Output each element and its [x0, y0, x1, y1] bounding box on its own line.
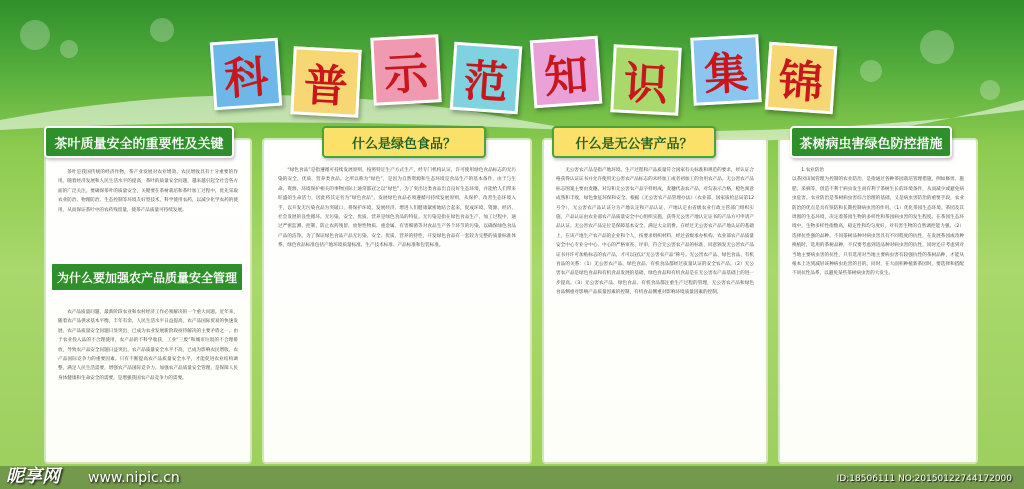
section-heading: 什么是无公害产品？: [552, 126, 716, 158]
title-char: 范: [450, 42, 523, 115]
decorative-bubble: [920, 30, 954, 64]
section-body-text: 无公害农产品是指产地环境、生产过程和产品质量符合国家有关标准和规范的要求，经认证合格获得认证证书并允许使用无公害农产品标志的未经加工或者初加工的食用农产品。无公害农产品标志图案主要由麦穗、对勾和无公害农产品字样组成，麦穗代表农产品，对勾表示合格，橙色寓意成熟和丰收，绿色象征环保和安全。根据《无公害农产品管理办法》（农业部、国家质检总局第12号令），无公害农产品认证分为产地认定和产品认证，产地认定由省级农业行政主管部门组织实施，产品认证由农业部农产品质量安全中心组织实施，获得无公害产地认定证书的产品方可申请产品认证。无公害农产品定位是保障基本安全、满足大众消费。在经过无公害农产品产地认证的基础上，在该产地生产农产品的企业和个人，按要求组织材料，经过省级承办机构、农业部农产品质量安全中心专业分中心、中心的严格审查、评审，符合无公害农产品的标准，同意颁发无公害农产品证书并许可加贴标志的农产品，才可以冠以“无公害农产品”称号。无公害农产品、绿色食品、有机食品的关系：（1）无公害农产品、绿色食品、有机食品都经过质量认证的安全农产品。（2）无公害农产品是绿色食品和有机食品发展的基础，绿色食品和有机食品是在无公害农产品基础上的进一步提高。（3）无公害农产品、绿色食品、有机食品都注重生产过程的管理，无公害农产品和绿色食品侧重对影响产品质量因素的控制，有机食品侧重对影响环境质量因素的控制。: [556, 168, 754, 296]
section-body-text: 茶叶是我国传统的经济作物，茶产业发展对农业增效、农民增收具有十分重要的作用。随着经济发展和人民生活水平的提高，茶叶的质量安全问题，越来越引起全社会各方面的广泛关注。要确保茶叶的质量安全，关键要在茶树栽培和茶叶加工过程中，优先采取农业防治、物理防治、生态控制等环境友好型技术，科学使用农药，以减少化学农药的使用，从而保证茶叶中的农药残留量，使茶产品质量可持续发展。: [58, 170, 238, 213]
title-char: 科: [210, 38, 283, 111]
section-heading: 茶叶质量安全的重要性及关键: [44, 126, 234, 158]
section-panel: [44, 138, 252, 464]
page-title: [212, 30, 832, 114]
section-subheading: 为什么要加强农产品质量安全管理: [50, 262, 244, 292]
decorative-bubble: [60, 40, 78, 58]
section-heading: 茶树病虫害绿色防控措施: [790, 126, 952, 158]
section-body-text: 农产品质量问题，最新阶段农业和农村经济工作必须解决的一个重大问题。近年来，随着农产品供求基本平衡，丰年有余，人民生活水平日益提高，农产品国际贸易的快速发展，农产品质量安全问题日显突出，已成为农业发展新阶段亟待解决的主要矛盾之一。由于农业投入品的不合理使用，农产品的不科学收获，工业“三废”和城市垃圾的不合理排放，导致农产品安全问题日益突出，农产品质量安全水平不高，已成为影响农民增收、农产品国际竞争力的重要因素。只有不断提高农产品质量安全水平，才能促进农业结构调整，满足人民生活需要，增强农产品国际竞争力。加强农产品质量安全管理，是保障人民身体健康和生命安全的需要，是增强我国农产品竞争力的需要。: [58, 310, 238, 381]
section-panel: [262, 138, 532, 464]
title-char: 识: [610, 44, 681, 115]
title-char: 普: [290, 46, 361, 117]
title-char: 锦: [765, 42, 838, 115]
title-char: 知: [530, 36, 603, 109]
watermark-url: www.nipic.cn: [88, 470, 180, 486]
section-heading: 什么是绿色食品？: [322, 126, 486, 158]
title-char: 集: [690, 34, 761, 105]
decorative-bubble: [150, 18, 174, 42]
watermark-logo: 昵享网: [6, 466, 60, 487]
section-body-text: “绿色食品”是指遵循可持续发展原则，按照特定生产方式生产，经专门机构认证，许可使用绿色食品标志的无污染的安全、优质、营养类食品。之所以称为“绿色”，是因为自然资源和生态环境是食品生产的基本条件，由于与生命、资源、环境保护相关的事物国际上通常都冠之以“绿色”，为了突出这类食品出自良好生态环境，并能给人们带来旺盛的生命活力，因此将其定名为“绿色食品”。发展绿色食品必须遵循可持续发展原则，从保护、改善生态环境入手，以开发无污染食品为突破口，将保护环境、发展经济、增进人们健康紧密地结合起来，促成环境、资源、经济、社会发展的良性循环。无污染、安全、优质、营养是绿色食品的特征。无污染是指在绿色食品生产、加工过程中，通过严密监测、控制，防止农药残留、放射性物质、重金属、有害细菌等对食品生产各个环节的污染，以确保绿色食品产品的洁净。为了保证绿色食品产品无污染、安全、优质、营养的特性，开发绿色食品有一套较为完整的质量标准体系。绿色食品标准包括产地环境质量标准、生产技术标准、产品标准和包装标准。: [278, 168, 516, 249]
title-char: 示: [370, 34, 441, 105]
section-body-text: 1.农业防治 以茶园田间管理为控制的农业防治，是指通过各种茶园栽培管理措施，例如修剪、施肥、采摘等，创造不利于病虫发生而有利于茶树生长的环境条件，从而减少或避免病虫危害。农业防治是茶树病虫害综合治理的基础，又是病虫害防治的重要手段，农业防治的优点是具有预防和长期控制病虫害的作用。（1）优化茶园生态环境。茶园及其周围的生态环境，决定着茶园生物的多样性和茶园病虫害的发生程度。在茶园生态环境中，生物多样性指数高，稳定性和均匀度好，对有害生物的自然调控能力强。（2）选择抗性强的品种。不同茶树品种对病虫害具有不同程度的抗性，在发展茶园或改种换植时，选用的茶树品种，不仅要考虑到适品种对病虫害的抗性，同时还应考虑到对当地主要病虫害的抗性，只有选用对当地主要病虫害有较强抗性的茶树品种，才能从根本上达到减轻该种病虫危害的目的。同时，在大面积种植新茶园时，要选择和搭配不同抗性品系，以避免某些茶树病虫害的大发生。: [792, 168, 964, 277]
decorative-bubble: [860, 60, 882, 82]
decorative-bubble: [20, 20, 50, 50]
section-panel: [542, 138, 768, 464]
watermark-id: ID:18506111 NO:20150122744172000: [836, 474, 1012, 484]
section-panel: [778, 138, 978, 464]
